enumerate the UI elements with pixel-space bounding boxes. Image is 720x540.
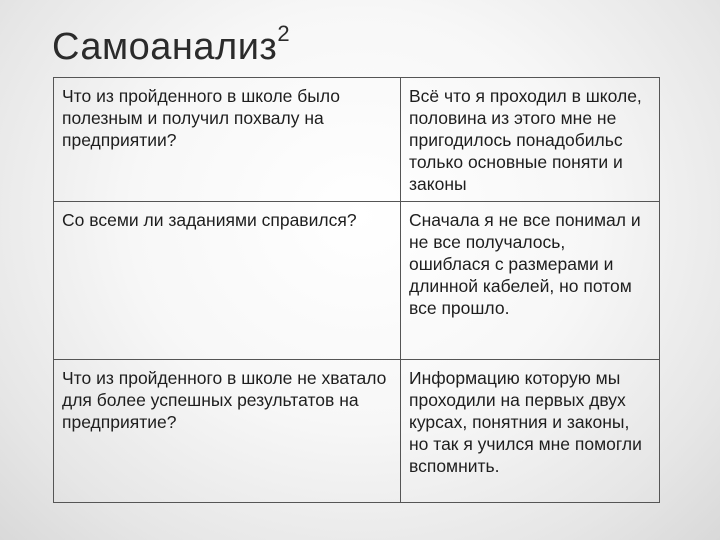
table-row xyxy=(54,360,660,503)
table-row xyxy=(54,202,660,360)
question-cell: Что из пройденного в школе было полезным и получил похвалу на предприятии? xyxy=(54,78,401,202)
table-row xyxy=(54,78,660,202)
answer-cell: Всё что я проходил в школе, половина из этого мне не пригодилось понадобильс только основные поняти и законы xyxy=(401,78,660,202)
question-cell: Со всеми ли заданиями справился? xyxy=(54,202,401,360)
answer-cell: Сначала я не все понимал и не все получалось, ошиблася с размерами и длинной кабелей, но потом все прошло. xyxy=(401,202,660,360)
slide-title-text: Самоанализ xyxy=(52,26,278,68)
self-analysis-table-container xyxy=(53,77,660,502)
self-analysis-table xyxy=(53,77,660,503)
slide-title xyxy=(52,21,291,69)
question-cell: Что из пройденного в школе не хватало для более успешных результатов на предприятие? xyxy=(54,360,401,503)
answer-cell: Информацию которую мы проходили на первых двух курсах, понятния и законы, но так я учился мне помогли вспомнить. xyxy=(401,360,660,503)
slide-title-superscript: 2 xyxy=(277,21,291,46)
